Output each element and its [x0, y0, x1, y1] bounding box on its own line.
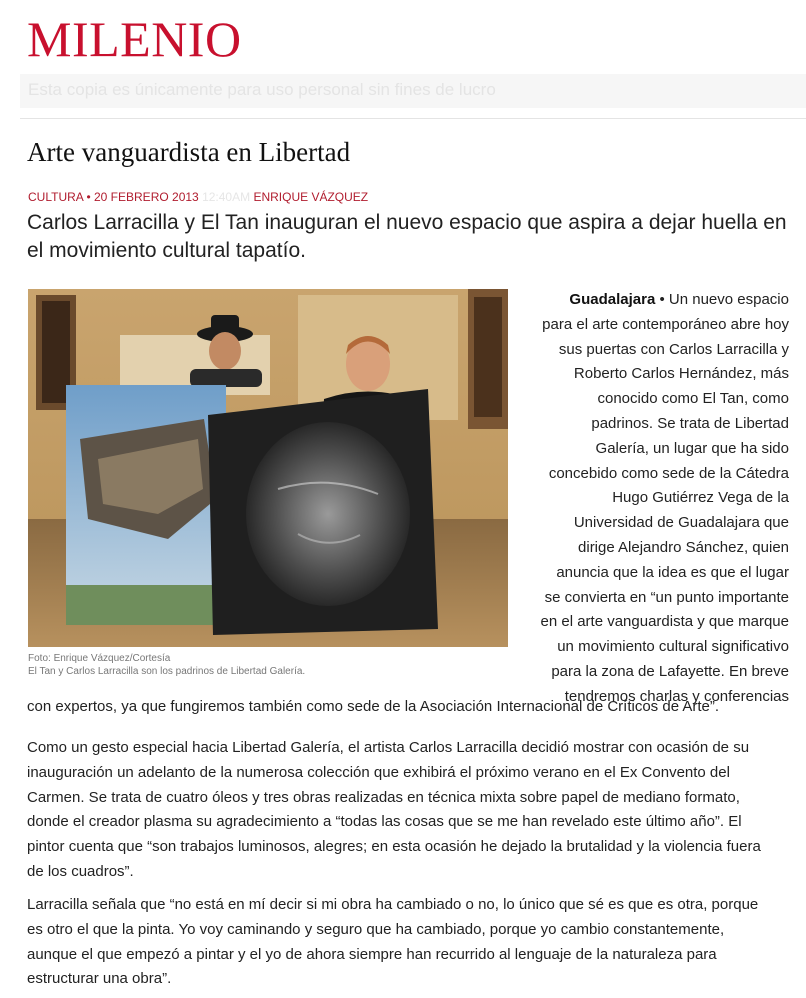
column-line-text: Un nuevo espacio — [668, 291, 789, 308]
column-line — [537, 288, 789, 313]
paragraph-line: donde el creador plasma su agradecimiento a “todas las cosas que se me han revelado este último año”. El — [27, 813, 742, 831]
paragraph-line: aunque el que empezó a pintar y el yo de ahora siempre han recurrido al lenguaje de la naturaleza para — [27, 945, 717, 963]
column-line: anuncia que la idea es que el lugar — [556, 563, 789, 581]
column-line: padrinos. Se trata de Libertad — [591, 414, 789, 432]
masthead — [27, 10, 242, 68]
author-name[interactable]: ENRIQUE VÁZQUEZ — [253, 190, 369, 204]
paragraph-line: es otro el que la pinta. Yo voy caminando y seguro que ha cambiado, porque yo cambio constantemente, — [27, 920, 725, 938]
photo-caption-block — [28, 652, 305, 678]
paragraph-line: Carmen. Se trata de cuatro óleos y tres obras realizadas en técnica mixta sobre papel de mediano formato, — [27, 788, 740, 806]
paragraph-line: inauguración un adelanto de la numerosa colección que exhibirá el próximo verano en el Ex Convento del — [27, 763, 730, 781]
column-line: Hugo Gutiérrez Vega de la — [612, 489, 789, 507]
section-label[interactable]: CULTURA — [28, 190, 84, 204]
meta-separator: • — [83, 190, 94, 204]
column-line: para la zona de Lafayette. En breve — [551, 662, 789, 680]
header-divider — [20, 118, 806, 119]
paragraph-3 — [27, 893, 787, 992]
column-line: concebido como sede de la Cátedra — [548, 464, 789, 482]
paragraph-1-tail: con expertos, ya que fungiremos también como sede de la Asociación Internacional de Críticos de Arte”. — [27, 698, 720, 715]
article-title: Arte vanguardista en Libertad — [27, 137, 351, 167]
column-line: para el arte contemporáneo abre hoy — [542, 315, 789, 333]
dateline-separator: • — [655, 291, 669, 308]
article-lead-column — [537, 288, 789, 710]
column-line: un movimiento cultural significativo — [557, 638, 789, 656]
copy-notice: Esta copia es únicamente para uso personal sin fines de lucro — [28, 80, 496, 99]
publish-time: 12:40AM — [202, 190, 251, 204]
copy-notice-bar — [20, 74, 806, 108]
article-photo — [28, 289, 508, 647]
column-line: Universidad de Guadalajara que — [573, 514, 789, 532]
column-line: Galería, un lugar que ha sido — [595, 439, 789, 457]
paragraph-2 — [27, 736, 787, 885]
paragraph-line: Como un gesto especial hacia Libertad Galería, el artista Carlos Larracilla decidió mostrar con ocasión de su — [27, 739, 750, 756]
photo-credit: Foto: Enrique Vázquez/Cortesía — [28, 653, 171, 664]
paragraph-line: estructurar una obra”. — [27, 970, 172, 988]
photo-caption: El Tan y Carlos Larracilla son los padrinos de Libertad Galería. — [28, 666, 306, 677]
column-line: se convierta en “un punto importante — [544, 588, 789, 606]
dateline: Guadalajara — [569, 291, 656, 308]
column-line: conocido como El Tan, como — [597, 390, 789, 408]
column-line: en el arte vanguardista y que marque — [540, 613, 789, 631]
paragraph-line: Larracilla señala que “no está en mí decir si mi obra ha cambiado o no, lo único que sé es que es otra, porque — [27, 896, 759, 913]
paragraph-line: de los cuadros”. — [27, 862, 134, 880]
column-line: Roberto Carlos Hernández, más — [573, 365, 789, 383]
photo-illustration — [28, 289, 508, 647]
milenio-logo[interactable]: MILENIO — [27, 11, 242, 67]
article-summary: Carlos Larracilla y El Tan inauguran el nuevo espacio que aspira a dejar huella en el movimiento cultural tapatío. — [27, 211, 787, 262]
article-meta — [28, 190, 368, 204]
paragraph-line: pintor cuenta que “son trabajos luminosos, alegres; en esta ocasión he dejado la brutalidad y la violencia fuera — [27, 838, 761, 856]
column-line: tendremos charlas y conferencias — [564, 687, 789, 705]
column-line: dirige Alejandro Sánchez, quien — [578, 538, 789, 556]
publish-date: 20 FEBRERO 2013 — [94, 190, 199, 204]
column-line: sus puertas con Carlos Larracilla y — [558, 340, 789, 358]
